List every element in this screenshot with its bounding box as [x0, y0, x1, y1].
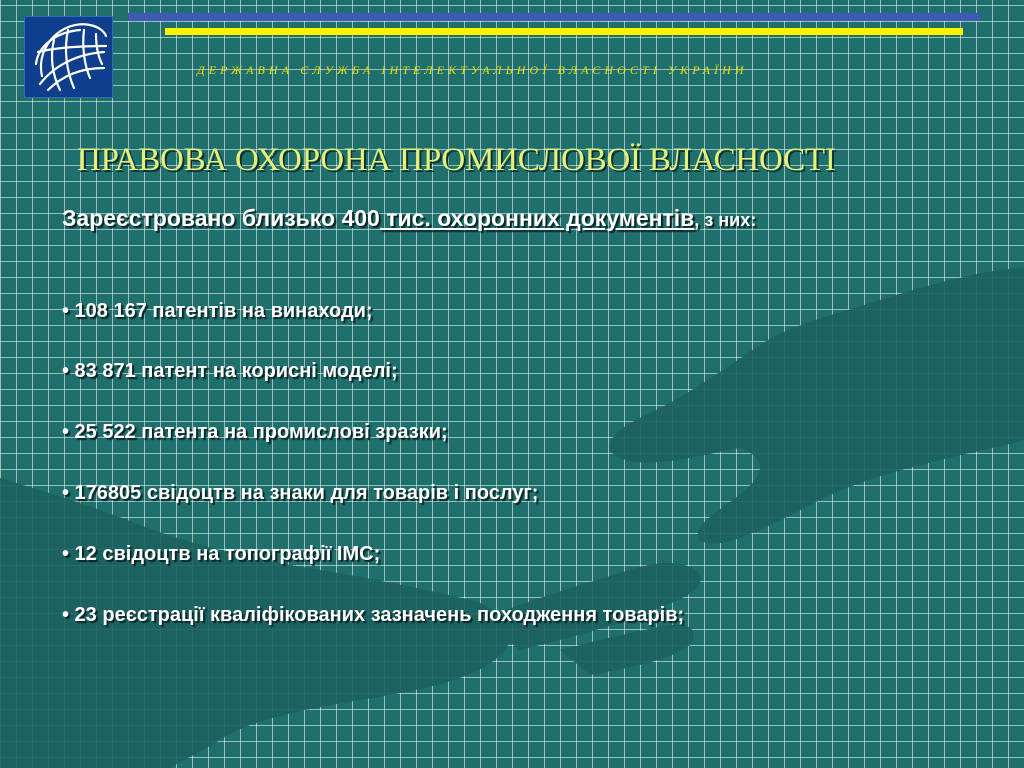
agency-name: ДЕРЖАВНА СЛУЖБА ІНТЕЛЕКТУАЛЬНОЇ ВЛАСНОСТІ УКРАЇНИ	[197, 63, 748, 77]
list-item: • 108 167 патентів на винаходи;	[62, 300, 373, 322]
globe-grid-icon	[24, 16, 113, 98]
list-item: • 23 реєстрації кваліфікованих зазначень походження товарів;	[62, 604, 685, 626]
list-item: • 83 871 патент на корисні моделі;	[62, 360, 398, 382]
header-bar-yellow	[165, 28, 963, 35]
slide-title: ПРАВОВА ОХОРОНА ПРОМИСЛОВОЇ ВЛАСНОСТІ	[77, 142, 836, 178]
intro-text-2: тис. охоронних документів	[379, 205, 695, 231]
list-item: • 25 522 патента на промислові зразки;	[62, 421, 448, 443]
list-item: • 12 свідоцтв на топографії ІМС;	[62, 543, 381, 565]
intro-line	[62, 205, 962, 232]
header-bar-blue	[128, 13, 980, 21]
intro-text-3: ,	[694, 210, 705, 230]
list-item: • 176805 свідоцтв на знаки для товарів і послуг;	[62, 482, 539, 504]
logo	[24, 16, 113, 98]
intro-text-4: з них:	[704, 210, 757, 230]
slide-content	[62, 205, 962, 626]
intro-text-1: Зареєстровано близько 400	[62, 205, 380, 231]
